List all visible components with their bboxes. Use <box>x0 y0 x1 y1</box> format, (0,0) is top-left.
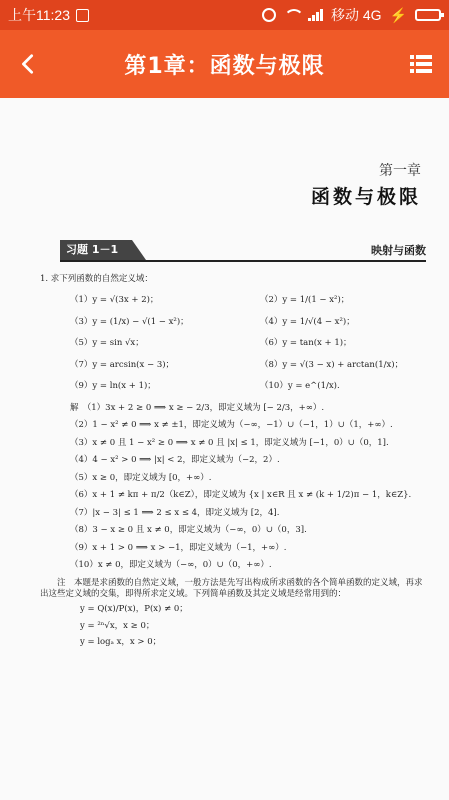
solution-line: （3）x ≠ 0 且 1 − x² ≥ 0 ⟹ x ≠ 0 且 |x| ≤ 1，即定义域为 [−1，0）∪（0，1]. <box>70 437 389 448</box>
image-icon <box>76 9 89 22</box>
question-item: （9）y = ln(x + 1)； <box>70 381 156 392</box>
chapter-title: 函数与极限 <box>310 186 421 208</box>
back-button[interactable] <box>0 30 56 98</box>
battery-icon <box>415 9 441 21</box>
formula-line: y = Q(x)/P(x)，P(x) ≠ 0； <box>80 604 188 615</box>
wifi-icon <box>284 9 300 21</box>
app-bar <box>0 30 449 98</box>
solution-line: （8）3 − x ≥ 0 且 x ≠ 0，即定义域为（−∞，0）∪（0，3]. <box>70 525 307 536</box>
menu-button[interactable] <box>393 30 449 98</box>
solutions <box>70 403 430 572</box>
list-icon <box>410 54 432 74</box>
question-item: （5）y = sin √x； <box>70 338 144 349</box>
alarm-icon <box>262 8 276 22</box>
note-paragraph <box>40 578 430 649</box>
solution-line: （10）x ≠ 0，即定义域为（−∞，0）∪（0，+∞）. <box>70 560 272 571</box>
chevron-left-icon <box>17 53 39 75</box>
solution-line: （4）4 − x² > 0 ⟹ |x| < 2，即定义域为（−2，2）. <box>70 455 280 466</box>
solution-line: （6）x + 1 ≠ kπ + π/2（k∈Z），即定义域为 {x | x∈R 且 x ≠ (k + 1/2)π − 1，k∈Z}. <box>70 490 412 501</box>
carrier-label: 移动 4G <box>330 7 382 23</box>
question-item: （10）y = e^(1/x). <box>260 381 340 392</box>
solution-line: （9）x + 1 > 0 ⟹ x > −1，即定义域为（−1，+∞）. <box>70 542 287 553</box>
question-item: （2）y = 1/(1 − x²)； <box>260 295 350 306</box>
formula-line: y = ²ⁿ√x，x ≥ 0； <box>80 620 155 631</box>
formula-line: y = logₐ x，x > 0； <box>80 637 162 648</box>
solution-line: （7）|x − 3| ≤ 1 ⟹ 2 ≤ x ≤ 4，即定义域为 [2，4]. <box>70 507 280 518</box>
exercise-content <box>40 274 430 654</box>
question-items <box>70 295 430 392</box>
note-text: 注 本题是求函数的自然定义域，一般方法是先写出构成所求函数的各个简单函数的定义域，再求出这些定义域的交集，即得所求定义域。下列简单函数及其定义域是经常用到的： <box>40 577 423 599</box>
signal-icon <box>308 9 323 21</box>
solution-line: （2）1 − x² ≠ 0 ⟹ x ≠ ±1，即定义域为（−∞，−1）∪（−1，1）∪（1，+∞）. <box>70 420 393 431</box>
status-bar <box>0 0 449 30</box>
chapter-number: 第一章 <box>379 163 421 179</box>
page-title: 第1章：函数与极限 <box>124 53 325 79</box>
charging-icon: ⚡ <box>389 6 407 23</box>
question-item: （1）y = √(3x + 2)； <box>70 295 159 306</box>
book-page[interactable] <box>0 98 449 800</box>
question-item: （6）y = tan(x + 1)； <box>260 338 352 349</box>
question-item: （3）y = (1/x) − √(1 − x²)； <box>70 316 189 327</box>
question-item: （4）y = 1/√(4 − x²)； <box>260 316 355 327</box>
exercise-header <box>60 240 426 262</box>
solution-line: （5）x ≥ 0，即定义域为 [0，+∞）. <box>70 472 212 483</box>
exercise-topic: 映射与函数 <box>371 244 426 257</box>
exercise-label: 习题 1－1 <box>60 240 132 260</box>
question-text: 1. 求下列函数的自然定义域： <box>40 274 153 284</box>
question-item: （7）y = arcsin(x − 3)； <box>70 359 175 370</box>
solution-line: 解 （1）3x + 2 ≥ 0 ⟹ x ≥ − 2/3，即定义域为 [− 2/3，+∞）. <box>70 402 325 413</box>
status-time: 上午11:23 <box>8 7 70 23</box>
question-item: （8）y = √(3 − x) + arctan(1/x)； <box>260 359 404 370</box>
